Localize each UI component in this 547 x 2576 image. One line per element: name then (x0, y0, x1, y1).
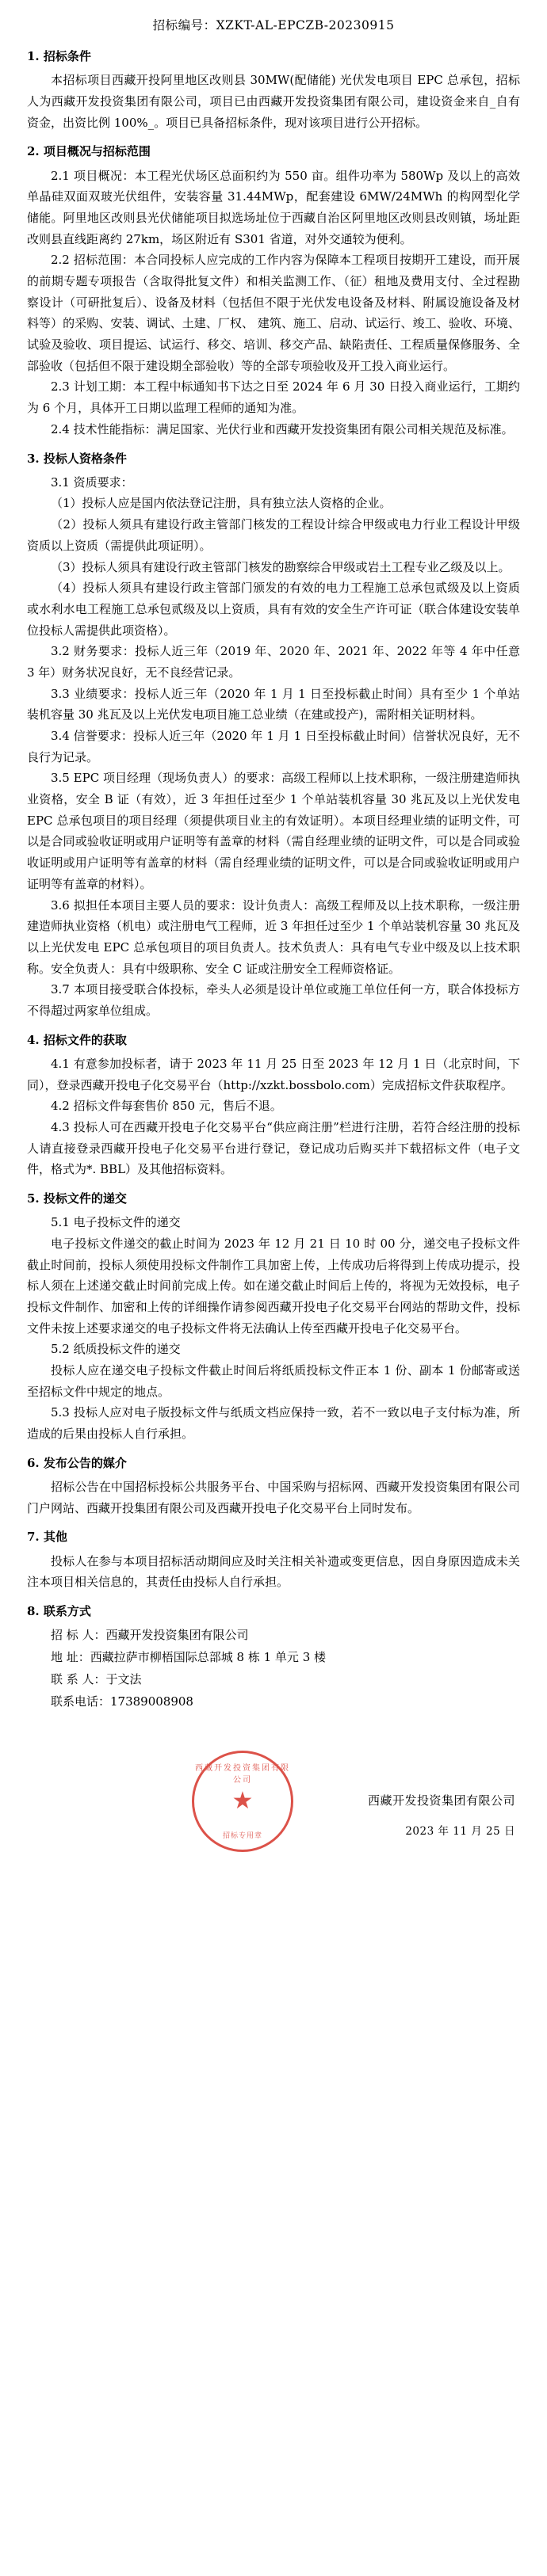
contact-line-tenderer: 招 标 人：西藏开发投资集团有限公司 (51, 1628, 249, 1643)
section-heading-5: 5. 投标文件的递交 (27, 1191, 127, 1206)
paragraph-2-1: 2.1 项目概况：本工程光伏场区总面积约为 550 亩。组件功率为 580Wp 及以上的高效单晶硅双面双玻光伏组件，安装容量 31.44MWp，配套建设 6MW/24MWh 的构网型化学储能。阿里地区改则县光伏储能项目拟选场址位于西藏自治区阿里地区改则县改则镇，场址距改则县直线距离约 27km，场区附近有 S301 省道，对外交通较为便利。 (27, 168, 520, 246)
paragraph-4-1: 4.1 有意参加投标者，请于 2023 年 11 月 25 日至 2023 年 12 月 1 日（北京时间，下同），登录西藏开投电子化交易平台（http://xzkt.bossbolo.com）完成招标文件获取程序。 (27, 1056, 520, 1092)
paragraph-5-3: 5.3 投标人应对电子版投标文件与纸质文档应保持一致，若不一致以电子支付标为准，所造成的后果由投标人自行承担。 (27, 1405, 520, 1442)
paragraph-3-6: 3.6 拟担任本项目主要人员的要求：设计负责人：高级工程师及以上技术职称，一级注册建造师执业资格（机电）或注册电气工程师，近 3 年担任过至少 1 个单站装机容量 30 兆瓦及以上光伏发电 EPC 总承包项目的项目负责人。技术负责人：具有电气专业中级及以上技术职称。安全负责人：具有中级职称、安全 C 证或注册安全工程师资格证。 (27, 897, 520, 976)
paragraph-3-1: 3.1 资质要求： (51, 474, 133, 490)
paragraph-2-4: 2.4 技术性能指标：满足国家、光伏行业和西藏开发投资集团有限公司相关规范及标准。 (51, 421, 514, 436)
tender-number: 招标编号：XZKT-AL-EPCZB-20230915 (152, 18, 395, 32)
seal-bottom-text: 招标专用章 (222, 1832, 262, 1841)
section-heading-8: 8. 联系方式 (27, 1604, 91, 1619)
seal-top-text: 西藏开发投资集团有限公司 (195, 1764, 290, 1785)
paragraph-1-1: 本招标项目西藏开投阿里地区改则县 30MW(配储能) 光伏发电项目 EPC 总承包，招标人为西藏开发投资集团有限公司，项目已由西藏开发投资集团有限公司，建设资金来自_自有资金，出资比例 100%_。项目已具备招标条件，现对该项目进行公开招标。 (27, 73, 520, 130)
contact-line-address: 地 址：西藏拉萨市柳梧国际总部城 8 栋 1 单元 3 楼 (51, 1650, 327, 1665)
paragraph-3-4: 3.4 信誉要求：投标人近三年（2020 年 1 月 1 日至投标截止时间）信誉状况良好，无不良行为记录。 (27, 729, 520, 764)
seal-star-icon: ★ (231, 1787, 254, 1816)
paragraph-3-1-4: （4）投标人须具有建设行政主管部门颁发的有效的电力工程施工总承包贰级及以上资质或水利水电工程施工总承包贰级及以上资质，具有有效的安全生产许可证（联合体建设安装单位投标人需提供此项资格）。 (27, 581, 520, 638)
paragraph-5-2-body: 投标人应在递交电子投标文件截止时间后将纸质投标文件正本 1 份、副本 1 份邮寄或送至招标文件中规定的地点。 (27, 1363, 520, 1399)
signature-area (27, 1724, 520, 1858)
section-heading-6: 6. 发布公告的媒介 (27, 1455, 127, 1470)
paragraph-3-1-1: （1）投标人应是国内依法登记注册，具有独立法人资格的企业。 (51, 496, 392, 511)
paragraph-5-1-body: 电子投标文件递交的截止时间为 2023 年 12 月 21 日 10 时 00 分，递交电子投标文件截止时间前，投标人须使用投标文件制作工具加密上传，上传成功后将得到上传成功提示，投标人须在上述递交截止时间前完成上传。如在递交截止时间后上传的，将视为无效投标，电子投标文件制作、加密和上传的详细操作请参阅西藏开投电子化交易平台网站的帮助文件，投标文件未按上述要求递交的电子投标文件将无法确认上传至西藏开投电子化交易平台。 (27, 1236, 520, 1336)
paragraph-5-2: 5.2 纸质投标文件的递交 (51, 1342, 181, 1357)
paragraph-3-5: 3.5 EPC 项目经理（现场负责人）的要求：高级工程师以上技术职称，一级注册建造师执业资格，安全 B 证（有效），近 3 年担任过至少 1 个单站装机容量 30 兆瓦及以上光伏发电 EPC 总承包项目的项目经理（须提供项目业主的有效证明）。本项目经理业绩的证明文件，可以是合同或验收证明或用户证明等有盖章的材料（需自经理业绩的证明文件，可以是合同或验收证明或用户证明等有盖章的材料（需自经理业绩的证明文件，可以是合同或验收证明或用户证明等有盖章的材料）。 (27, 771, 520, 891)
paragraph-4-2: 4.2 招标文件每套售价 850 元，售后不退。 (51, 1099, 282, 1114)
paragraph-3-1-2: （2）投标人须具有建设行政主管部门核发的工程设计综合甲级或电力行业工程设计甲级资质以上资质（需提供此项证明）。 (27, 517, 520, 553)
signature-org-name: 西藏开发投资集团有限公司 (367, 1793, 515, 1808)
section-heading-7: 7. 其他 (27, 1530, 67, 1545)
paragraph-3-2: 3.2 财务要求：投标人近三年（2019 年、2020 年、2021 年、2022 年等 4 年中任意 3 年）财务状况良好，无不良经营记录。 (27, 644, 520, 680)
paragraph-2-3: 2.3 计划工期：本工程中标通知书下达之日至 2024 年 6 月 30 日投入商业运行，工期约为 6 个月，具体开工日期以监理工程师的通知为准。 (27, 379, 520, 416)
section-heading-1: 1. 招标条件 (27, 49, 91, 63)
official-seal-stamp (192, 1751, 293, 1852)
section-heading-3: 3. 投标人资格条件 (27, 451, 127, 466)
paragraph-3-3: 3.3 业绩要求：投标人近三年（2020 年 1 月 1 日至投标截止时间）具有至少 1 个单站装机容量 30 兆瓦及以上光伏发电项目施工总业绩（在建或投产)，需附相关证明材料。 (27, 686, 520, 722)
paragraph-3-7: 3.7 本项目接受联合体投标，牵头人必须是设计单位或施工单位任何一方，联合体投标方不得超过两家单位组成。 (27, 982, 520, 1018)
contact-line-person: 联 系 人：于文法 (51, 1671, 142, 1686)
section-heading-4: 4. 招标文件的获取 (27, 1032, 127, 1047)
paragraph-2-2: 2.2 招标范围：本合同投标人应完成的工作内容为保障本工程项目按期开工建设，而开展的前期专题专项报告（含取得批复文件）和相关监测工作、（征）租地及费用支付、全过程勘察设计（可研批复后）、设备及材料（包括但不限于光伏发电设备及材料、附属设施设备及材料等）的采购、安装、调试、土建、厂权、 建筑、施工、启动、试运行、竣工、验收、环境、试验及验收、项目提运、试运行、移交、培训、移交产品、缺陷责任、工程质量保修服务、全部验收（包括但不限于建设期全部验收）等的全部专项验收及开工投入商业运行。 (27, 253, 520, 373)
paragraph-3-1-3: （3）投标人须具有建设行政主管部门核发的勘察综合甲级或岩土工程专业乙级及以上。 (51, 559, 511, 574)
signature-date: 2023 年 11 月 25 日 (405, 1825, 515, 1839)
paragraph-5-1: 5.1 电子投标文件的递交 (51, 1215, 181, 1230)
paragraph-6-1: 招标公告在中国招标投标公共服务平台、中国采购与招标网、西藏开发投资集团有限公司门户网站、西藏开投集团有限公司及西藏开投电子化交易平台上同时发布。 (27, 1480, 520, 1515)
section-heading-2: 2. 项目概况与招标范围 (27, 144, 151, 159)
contact-line-phone: 联系电话：17389008908 (51, 1694, 193, 1709)
paragraph-4-3: 4.3 投标人可在西藏开投电子化交易平台“供应商注册”栏进行注册，若符合经注册的投标人请直接登录西藏开投电子化交易平台进行登记，登记成功后购买并下载招标文件（电子文件，格式为*. BBL）及其他招标资料。 (27, 1119, 520, 1177)
paragraph-7-1: 投标人在参与本项目招标活动期间应及时关注相关补遗或变更信息，因自身原因造成未关注本项目相关信息的，其责任由投标人自行承担。 (27, 1553, 520, 1590)
